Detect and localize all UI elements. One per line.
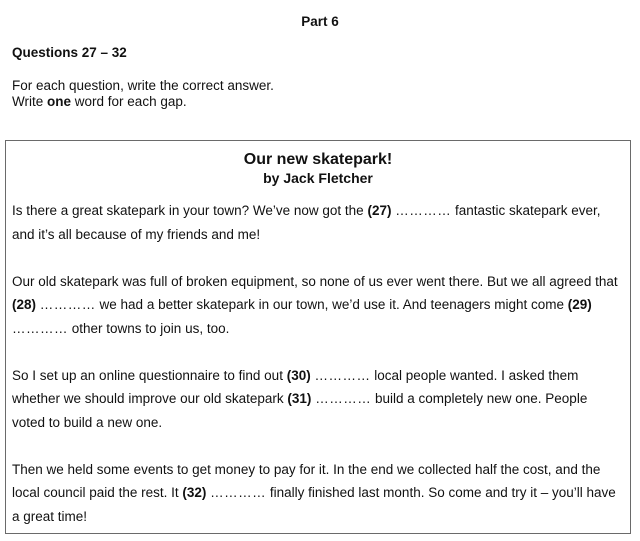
instruction-line-2-emphasis: one (47, 94, 72, 109)
text-run: other towns to join us, too. (68, 320, 230, 336)
text-run: we had a better skatepark in our town, we’d use it. And teenagers might come (95, 297, 568, 312)
gap-number-31: (31) (287, 391, 312, 406)
text-run: So I set up an online questionnaire to find out (12, 367, 287, 383)
gap-28: ………… (39, 297, 96, 312)
gap-31: ………… (315, 391, 372, 406)
part-title: Part 6 (301, 14, 339, 29)
gap-number-29: (29) (567, 297, 592, 312)
gap-32: ………… (210, 485, 267, 500)
text-run: local people wanted. I asked them whether we should improve our old skatepark (12, 367, 579, 406)
gap-27: ………… (395, 203, 452, 218)
gap-30: ………… (314, 367, 371, 383)
article-author: by Jack Fletcher (263, 170, 373, 186)
text-run: Is there a great skatepark in your town? We’ve now got the (12, 203, 368, 218)
gap-29: ………… (12, 320, 68, 336)
text-run: fantastic skatepark ever, and it’s all because of my friends and me! (12, 203, 601, 242)
paragraph-3 (12, 364, 624, 435)
text-run: build a completely new one. People voted to build a new one. (12, 391, 588, 430)
gap-number-28: (28) (12, 297, 37, 312)
instruction-line-2 (12, 94, 274, 110)
article-title: Our new skatepark! (243, 151, 393, 168)
questions-title: Questions 27 – 32 (12, 45, 127, 60)
instructions (12, 78, 274, 110)
article-box (5, 140, 631, 534)
text-run: Then we held some events to get money to pay for it. In the end we collected half the cost, and the local council paid the rest. It (12, 461, 601, 500)
paragraph-2 (12, 270, 624, 341)
instruction-line-1: For each question, write the correct answer. (12, 78, 274, 93)
gap-number-27: (27) (367, 203, 392, 218)
instruction-line-2-end: word for each gap. (71, 94, 187, 109)
gap-number-32: (32) (182, 485, 207, 500)
text-run: Our old skatepark was full of broken equipment, so none of us ever went there. But we all agreed that (12, 273, 618, 289)
article-body (12, 199, 624, 528)
paragraph-1 (12, 199, 624, 246)
instruction-line-2-start: Write (12, 94, 48, 109)
text-run: finally finished last month. So come and try it – you’ll have a great time! (12, 485, 616, 524)
gap-number-30: (30) (286, 367, 311, 383)
paragraph-4 (12, 458, 624, 529)
